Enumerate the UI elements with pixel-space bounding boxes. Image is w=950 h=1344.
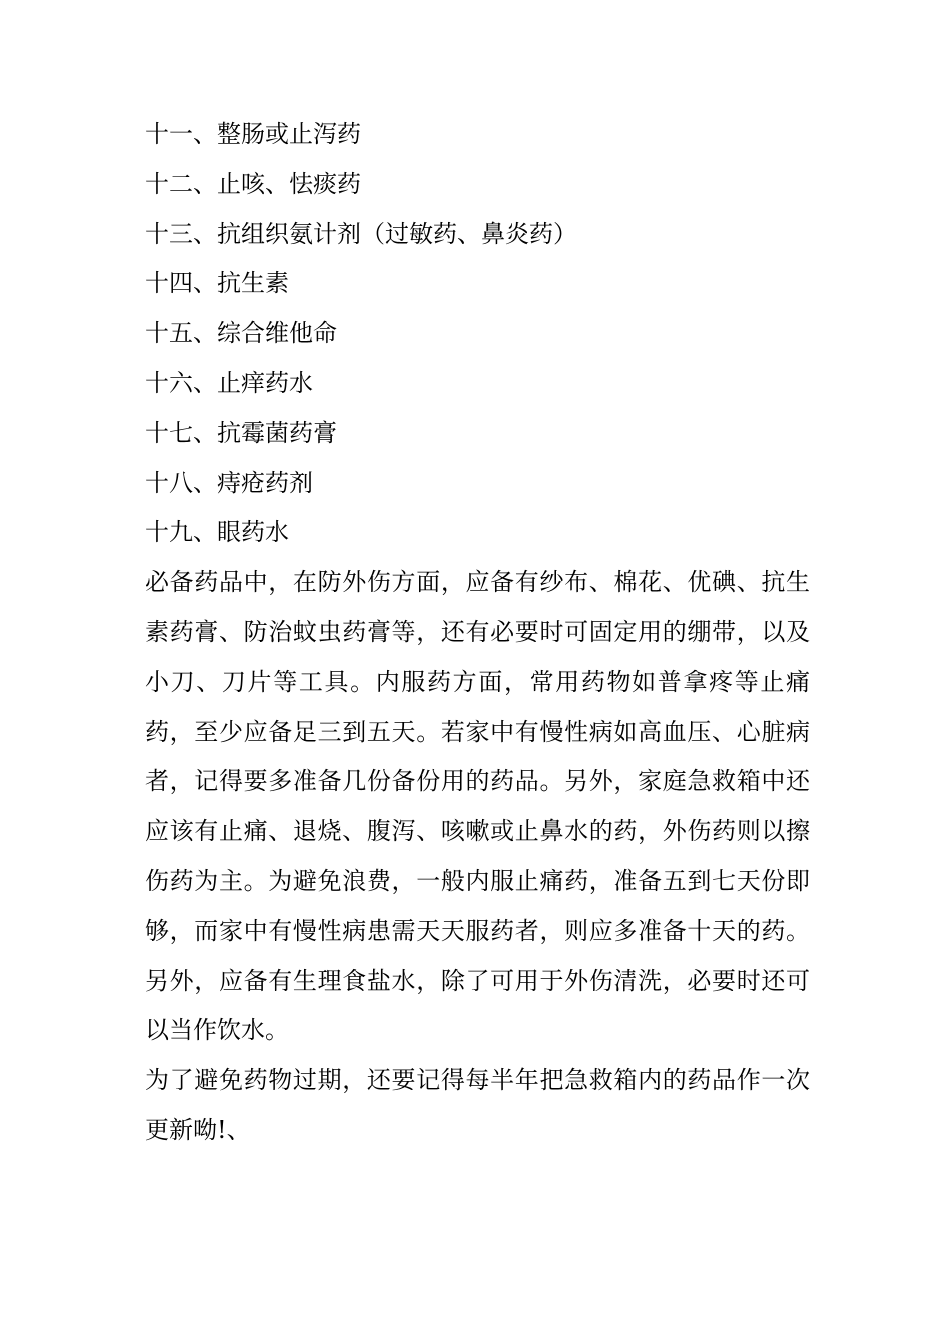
- list-item: 十五、综合维他命: [145, 319, 337, 348]
- list-item: 十九、眼药水: [145, 518, 289, 547]
- medicine-list: [145, 110, 810, 558]
- list-item: 十三、抗组织氨计剂（过敏药、鼻炎药）: [145, 219, 577, 248]
- list-item: 十一、整肠或止泻药: [145, 120, 361, 148]
- list-item: 十六、止痒药水: [145, 368, 313, 397]
- list-item: 十四、抗生素: [145, 269, 289, 298]
- list-item: 十七、抗霉菌药膏: [145, 418, 337, 447]
- paragraph-essential-medicines: 必备药品中，在防外伤方面，应备有纱布、棉花、优碘、抗生素药膏、防治蚊虫药膏等，还有必要时可固定用的绷带，以及小刀、刀片等工具。内服药方面，常用药物如普拿疼等止痛药，至少应备足三到五天。若家中有慢性病如高血压、心脏病者，记得要多准备几份备份用的药品。另外，家庭急救箱中还应该有止痛、退烧、腹泻、咳嗽或止鼻水的药，外伤药则以擦伤药为主。为避免浪费，一般内服止痛药，准备五到七天份即够，而家中有慢性病患需天天服药者，则应多准备十天的药。另外，应备有生理食盐水，除了可用于外伤清洗，必要时还可以当作饮水。: [145, 568, 810, 1045]
- document-body: [145, 110, 810, 1156]
- paragraph-expiry-reminder: 为了避免药物过期，还要记得每半年把急救箱内的药品作一次更新呦!、: [145, 1066, 810, 1144]
- list-item: 十八、痔疮药剂: [145, 468, 313, 497]
- list-item: 十二、止咳、怯痰药: [145, 169, 361, 198]
